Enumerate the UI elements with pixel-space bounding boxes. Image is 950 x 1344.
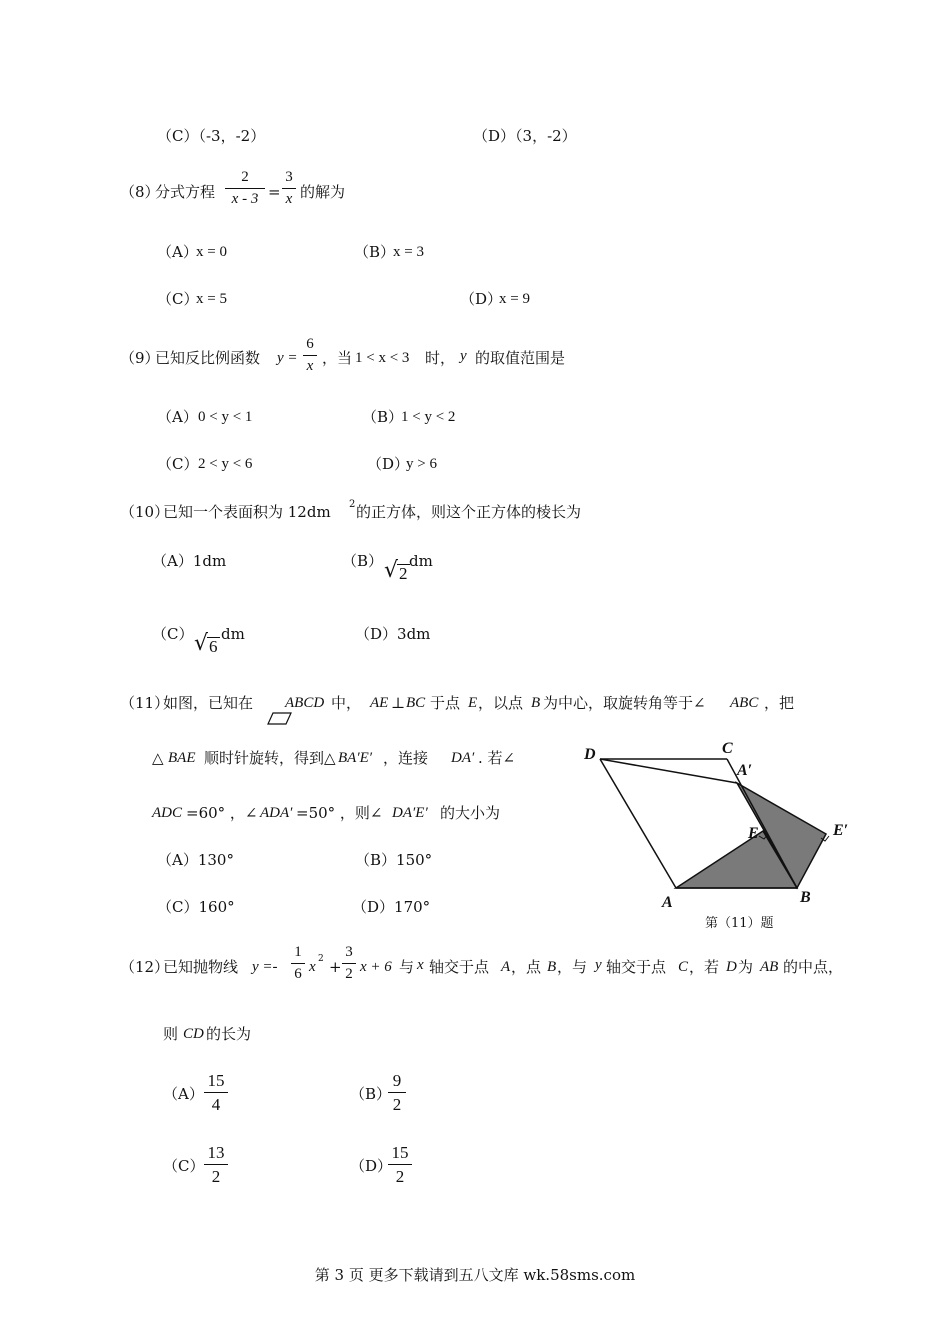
q11-option-d: （D）170° — [352, 898, 431, 916]
q9-option-c-label: （C） — [157, 455, 199, 473]
q12-mid-8: 的中点， — [783, 958, 844, 976]
q11-line1-b: 中， — [331, 694, 362, 712]
q12-mid-7: 为 — [738, 958, 754, 976]
q10-option-c-unit: dm — [221, 625, 245, 643]
figure-caption: 第（11）题 — [705, 916, 774, 931]
q8-fraction-2: 3 x — [282, 170, 296, 207]
q10-option-c-label: （C） — [152, 625, 194, 643]
q12-mid-3: ，点 — [511, 958, 542, 976]
q12-option-b-label: （B） — [350, 1085, 392, 1103]
q8-option-d: x = 9 — [499, 291, 530, 307]
q9-mid-2: 时， — [425, 349, 456, 367]
label-a-prime: A′ — [737, 762, 753, 779]
q10-option-d: （D）3dm — [355, 625, 431, 643]
q11-bae: BAE — [168, 750, 196, 766]
q9-number: （9） — [120, 349, 160, 367]
q11-da-prime: DA′ — [451, 750, 475, 766]
label-e-prime: E′ — [833, 822, 849, 839]
q12-exponent: 2 — [318, 954, 324, 964]
sqrt-icon: √ — [384, 558, 399, 583]
q12-plus: + — [329, 958, 342, 976]
q10-text-post: 的正方体，则这个正方体的棱长为 — [356, 503, 582, 521]
q12-fraction-1: 1 6 — [291, 945, 305, 982]
q9-prefix: 已知反比例函数 — [155, 349, 261, 367]
q12-line2-b: 的长为 — [206, 1025, 252, 1043]
q8-option-c: x = 5 — [196, 291, 227, 307]
q9-option-a: 0 < y < 1 — [198, 409, 253, 425]
label-c: C — [722, 740, 733, 757]
q11-line1-a: 如图，已知在 — [163, 694, 254, 712]
q8-equals: = — [268, 183, 281, 201]
q11-da-e-prime: DA′E′ — [392, 805, 428, 821]
q10-option-c-sqrt: √ 6 — [194, 631, 218, 656]
q11-abc: ABC — [730, 695, 759, 711]
q11-line3-c: 的大小为 — [440, 804, 501, 822]
label-e: E — [748, 825, 759, 842]
q10-text-pre: 已知一个表面积为 12dm — [163, 503, 331, 521]
q8-option-a-label: （A） — [157, 243, 198, 261]
q9-option-b-label: （B） — [362, 408, 404, 426]
q9-option-a-label: （A） — [157, 408, 198, 426]
q8-option-c-label: （C） — [157, 290, 199, 308]
q12-mid-1: 与 — [399, 958, 415, 976]
q11-point-b: B — [531, 695, 541, 711]
q9-option-c: 2 < y < 6 — [198, 456, 253, 472]
q12-x-plus-6: x + 6 — [360, 959, 392, 975]
q11-geometry-figure — [570, 735, 870, 940]
q11-ba-e-prime: BA′E′ — [338, 750, 373, 766]
q12-point-b: B — [547, 959, 557, 975]
q8-option-a: x = 0 — [196, 244, 227, 260]
q9-mid-1: ，当 — [322, 349, 353, 367]
segment-da — [600, 759, 676, 888]
q9-var-y: y — [460, 348, 467, 364]
q9-fraction: 6 x — [303, 337, 317, 374]
q11-line1-f: ，把 — [764, 694, 795, 712]
q11-option-a: （A）130° — [157, 851, 234, 869]
q11-line1-c: 于点 — [430, 694, 461, 712]
q11-line2-a: △ — [152, 749, 164, 767]
q11-line2-b: 顺时针旋转，得到△ — [204, 749, 336, 767]
q12-point-c: C — [678, 959, 689, 975]
q12-line2-a: 则 — [163, 1025, 179, 1043]
q7-option-c: （C）（-3，-2） — [157, 127, 266, 145]
segment-da-prime — [600, 759, 737, 783]
q11-adc: ADC — [152, 805, 182, 821]
q12-option-d-label: （D） — [350, 1157, 393, 1175]
label-a: A — [662, 894, 673, 911]
q11-ae: AE — [370, 695, 389, 711]
q8-fraction-1: 2 x - 3 — [225, 170, 265, 207]
parallelogram-icon — [267, 712, 293, 726]
q12-y-eq: y =- — [252, 959, 278, 975]
page-footer: 第 3 页 更多下载请到五八文库 wk.58sms.com — [314, 1266, 636, 1284]
q11-line1-d: ，以点 — [478, 694, 524, 712]
q11-ada-prime: ADA′ — [260, 805, 293, 821]
q12-mid-6: ，若 — [689, 958, 720, 976]
q11-number: （11） — [120, 694, 170, 712]
q12-point-d: D — [726, 959, 737, 975]
q11-line2-d: . 若∠ — [478, 749, 516, 767]
q10-option-b-label: （B） — [342, 552, 384, 570]
q11-line3-b: =50° ，则∠ — [296, 804, 383, 822]
q12-mid-5: 轴交于点 — [606, 958, 667, 976]
q9-range: 1 < x < 3 — [355, 350, 410, 366]
q10-option-a: （A）1dm — [152, 552, 227, 570]
label-d: D — [584, 746, 596, 763]
q10-option-b-sqrt: √ 2 — [384, 558, 408, 583]
q12-option-a-label: （A） — [163, 1085, 204, 1103]
q11-line3-a: =60° ，∠ — [186, 804, 258, 822]
q11-line1-e2: 为中心，取旋转角等于∠ — [543, 694, 706, 712]
q8-suffix: 的解为 — [300, 183, 346, 201]
q8-number: （8） — [120, 183, 160, 201]
sqrt-icon: √ — [194, 631, 209, 656]
q9-suffix: 的取值范围是 — [475, 349, 566, 367]
q12-point-a: A — [501, 959, 511, 975]
q8-option-d-label: （D） — [460, 290, 503, 308]
q11-option-c: （C）160° — [157, 898, 235, 916]
q12-mid-4: ，与 — [557, 958, 588, 976]
q12-option-d-fraction: 15 2 — [388, 1144, 412, 1185]
label-b: B — [800, 889, 811, 906]
q12-option-c-label: （C） — [163, 1157, 205, 1175]
q10-option-b-unit: dm — [409, 552, 433, 570]
q12-option-a-fraction: 15 4 — [204, 1072, 228, 1113]
q12-option-c-fraction: 13 2 — [204, 1144, 228, 1185]
q11-point-e: E — [468, 695, 478, 711]
q7-option-d: （D）（3，-2） — [473, 127, 577, 145]
q10-number: （10） — [120, 503, 170, 521]
q12-number: （12） — [120, 958, 170, 976]
q9-function-lhs: y = — [277, 350, 298, 366]
q10-superscript: 2 — [349, 499, 356, 510]
q12-segment-cd: CD — [183, 1026, 204, 1042]
q11-line2-c: ，连接 — [383, 749, 429, 767]
q9-option-d: y > 6 — [406, 456, 437, 472]
q12-mid-2: 轴交于点 — [429, 958, 490, 976]
q12-option-b-fraction: 9 2 — [388, 1072, 406, 1113]
q11-option-b: （B）150° — [355, 851, 433, 869]
q8-option-b-label: （B） — [354, 243, 396, 261]
q12-segment-ab: AB — [760, 959, 779, 975]
q11-abcd: ABCD — [285, 695, 325, 711]
q8-prefix: 分式方程 — [155, 183, 216, 201]
q12-var-x: x — [417, 957, 424, 973]
q9-option-d-label: （D） — [367, 455, 410, 473]
q11-perp: ⊥ — [391, 694, 406, 712]
q8-option-b: x = 3 — [393, 244, 424, 260]
q12-prefix: 已知抛物线 — [163, 958, 239, 976]
q12-fraction-2: 3 2 — [342, 945, 356, 982]
q9-option-b: 1 < y < 2 — [401, 409, 456, 425]
q12-var-y: y — [595, 957, 602, 973]
q12-x-squared: x — [309, 959, 316, 975]
q11-bc: BC — [406, 695, 426, 711]
